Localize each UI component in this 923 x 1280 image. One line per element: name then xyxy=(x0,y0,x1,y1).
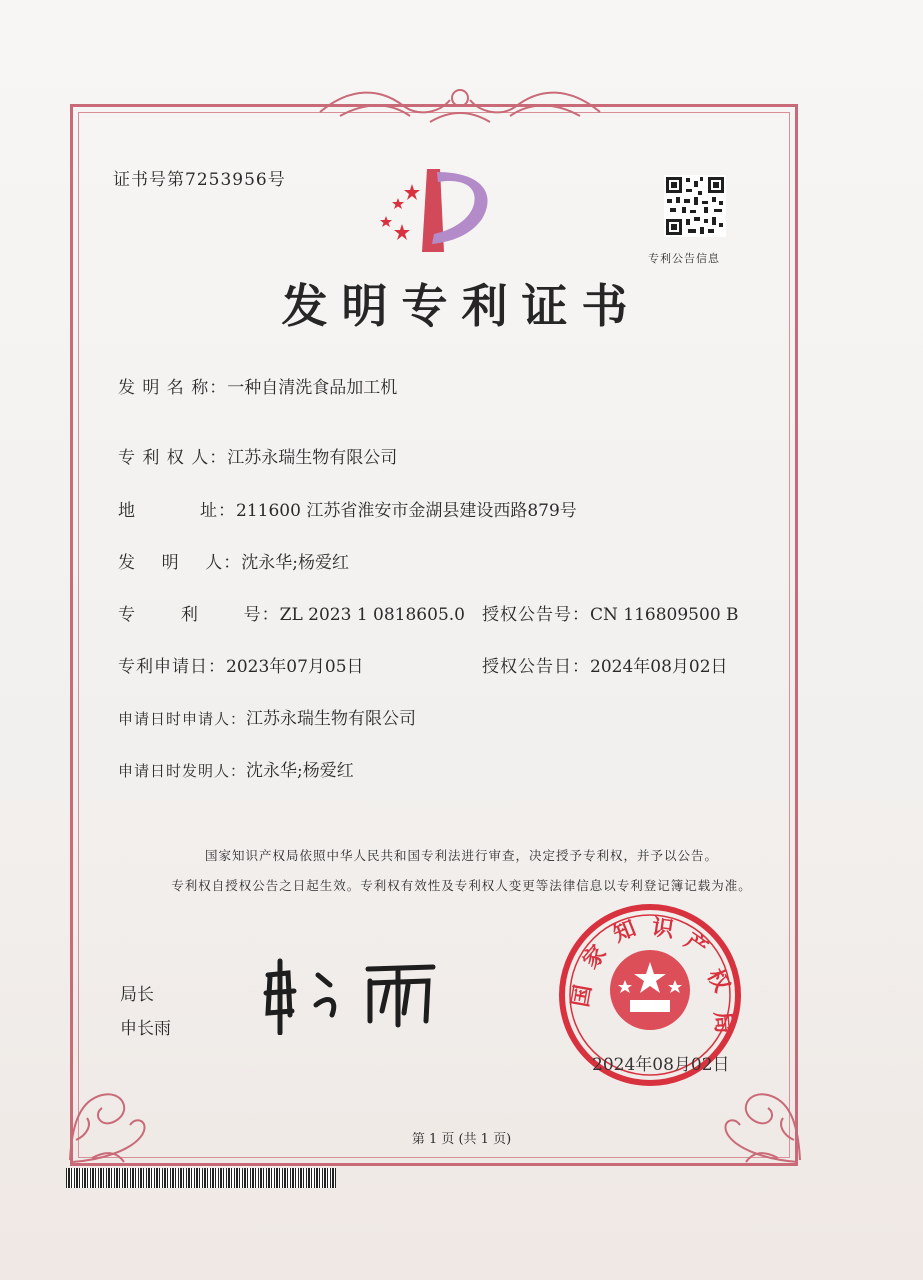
invention-name-label: 发 明 名 称： xyxy=(118,378,228,398)
pub-number-label: 授权公告号： xyxy=(482,605,590,625)
inventor-label: 发 明 人： xyxy=(118,553,242,573)
inventor-value: 沈永华;杨爱红 xyxy=(241,553,349,573)
cnipa-logo-icon xyxy=(372,164,502,254)
page-number: 第 1 页 (共 1 页) xyxy=(411,1132,512,1147)
patentee-value: 江苏永瑞生物有限公司 xyxy=(227,448,398,468)
filing-date-row xyxy=(118,652,364,677)
grant-date-row xyxy=(482,652,728,677)
barcode-icon xyxy=(66,1168,336,1188)
grant-date-label: 授权公告日： xyxy=(482,657,590,677)
patent-number-value: ZL 2023 1 0818605.0 xyxy=(279,605,465,625)
svg-text:识: 识 xyxy=(650,915,676,944)
statement-line-1: 国家知识产权局依照中华人民共和国专利法进行审查，决定授予专利权，并予以公告。 xyxy=(204,848,718,863)
top-ornament xyxy=(310,82,610,126)
svg-text:权: 权 xyxy=(701,965,735,997)
seal-date: 2024年08月02日 xyxy=(592,1055,730,1075)
address-row xyxy=(118,496,577,521)
filing-date-value: 2023年07月05日 xyxy=(226,657,364,677)
director-signature xyxy=(258,955,458,1035)
patentee-row xyxy=(118,443,397,468)
inventor-at-filing-value: 沈永华;杨爱红 xyxy=(246,761,354,781)
invention-name-row xyxy=(118,373,397,398)
grant-date-value: 2024年08月02日 xyxy=(590,657,728,677)
svg-text:国: 国 xyxy=(568,983,597,1010)
director-title: 局长 xyxy=(120,985,154,1005)
applicant-at-filing-row xyxy=(118,704,416,729)
address-label: 地 址： xyxy=(118,501,237,521)
inventor-at-filing-row xyxy=(118,756,354,781)
statement-line-2: 专利权自授权公告之日起生效。专利权有效性及专利权人变更等法律信息以专利登记簿记载为准。 xyxy=(171,878,752,893)
patentee-label: 专 利 权 人： xyxy=(118,448,228,468)
svg-text:知: 知 xyxy=(609,916,640,948)
svg-text:家: 家 xyxy=(578,940,612,974)
patent-number-label: 专 利 号： xyxy=(118,605,280,625)
pub-number-row xyxy=(482,600,739,625)
applicant-at-filing-label: 申请日时申请人： xyxy=(118,710,247,728)
certificate-title: 发明专利证书 xyxy=(281,279,642,333)
inventor-at-filing-label: 申请日时发明人： xyxy=(118,762,247,780)
applicant-at-filing-value: 江苏永瑞生物有限公司 xyxy=(246,709,417,729)
filing-date-label: 专利申请日： xyxy=(118,657,226,677)
certificate-number: 证书号第7253956号 xyxy=(113,170,286,190)
inventor-row xyxy=(118,548,349,573)
invention-name-value: 一种自清洗食品加工机 xyxy=(227,378,398,398)
svg-text:局: 局 xyxy=(709,1010,736,1035)
qr-code-icon[interactable] xyxy=(664,175,726,237)
svg-text:产: 产 xyxy=(679,928,712,962)
patent-number-row xyxy=(118,600,465,625)
address-value: 211600 江苏省淮安市金湖县建设西路879号 xyxy=(236,501,577,521)
qr-caption: 专利公告信息 xyxy=(648,252,720,265)
bottom-left-ornament xyxy=(62,1040,182,1170)
director-name: 申长雨 xyxy=(120,1019,171,1039)
pub-number-value: CN 116809500 B xyxy=(590,605,739,625)
